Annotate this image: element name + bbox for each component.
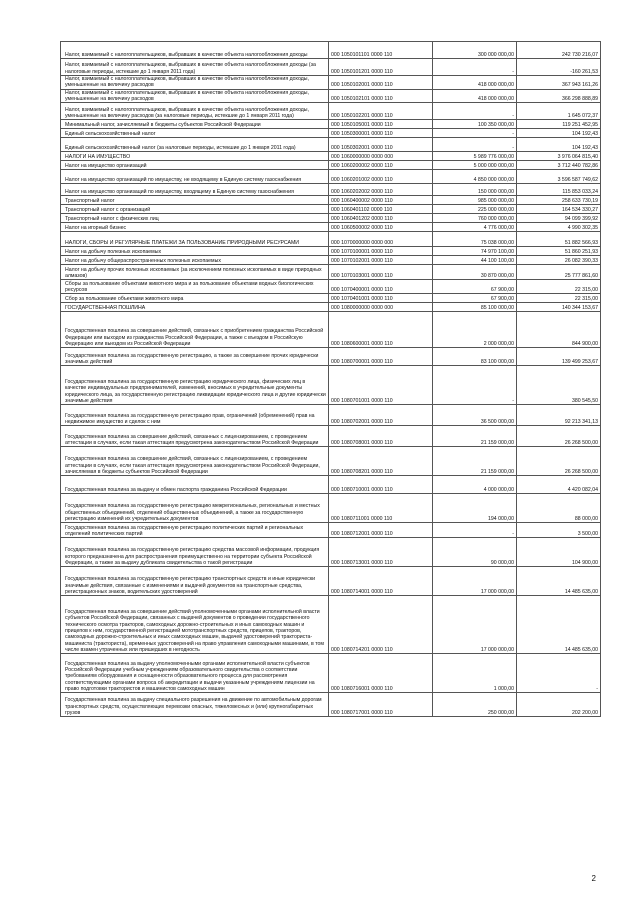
row-fact-cell: 92 213 341,13 <box>517 405 601 426</box>
table-row <box>61 223 601 232</box>
row-name-cell: Государственная пошлина за государственную регистрацию юридического лица, физических лиц в качестве индивидуальных предпринимателей, изменений, вносимых в учредительные документы юридического лица, за государственную регистрацию ликвидации юридического лица и другие юридически значимые действия <box>61 366 329 405</box>
row-name-cell: Налог, взимаемый с налогоплательщиков, выбравших в качестве объекта налогообложения доходы, уменьшенные на величину расходов (за налоговые периоды, истекшие до 1 января 2011 года) <box>61 103 329 120</box>
table-row <box>61 89 601 103</box>
row-code-cell: 000 1060202002 0000 110 <box>329 184 433 196</box>
table-row <box>61 654 601 693</box>
row-code-cell: 000 1080701001 0000 110 <box>329 366 433 405</box>
row-code-cell: 000 1080717001 0000 110 <box>329 693 433 717</box>
row-code-cell: 000 1070000000 0000 000 <box>329 232 433 247</box>
row-name-cell: Государственная пошлина за государственную регистрацию, а также за совершение прочих юридически значимых действий <box>61 348 329 366</box>
row-name-cell: Государственная пошлина за совершение действий, связанных с лицензированием, с проведением аттестации в случаях, если такая аттестация предусмотрена законодательством Российской Федерации, зачисляемая в бюджеты субъектов Российской Федерации <box>61 447 329 476</box>
row-name-cell: Налог на имущество организаций по имуществу, не входящему в Единую систему газоснабжения <box>61 170 329 184</box>
row-name-cell: Минимальный налог, зачисляемый в бюджеты субъектов Российской Федерации <box>61 120 329 129</box>
row-name-cell: Единый сельскохозяйственный налог <box>61 129 329 138</box>
table-row <box>61 567 601 596</box>
row-fact-cell: 3 712 440 782,86 <box>517 161 601 170</box>
row-name-cell: Налог на добычу общераспространенных полезных ископаемых <box>61 256 329 265</box>
revenue-table-body <box>61 42 601 717</box>
table-row <box>61 138 601 152</box>
table-row <box>61 256 601 265</box>
row-code-cell: 000 1080714001 0000 110 <box>329 567 433 596</box>
row-plan-cell: 67 900,00 <box>433 294 517 303</box>
row-plan-cell: 75 038 000,00 <box>433 232 517 247</box>
row-fact-cell: 51 860 251,93 <box>517 247 601 256</box>
row-name-cell: Сбор за пользование объектами животного мира <box>61 294 329 303</box>
row-code-cell: 000 1080700001 0000 110 <box>329 348 433 366</box>
row-plan-cell: 44 100 100,00 <box>433 256 517 265</box>
row-plan-cell: 985 000 000,00 <box>433 196 517 205</box>
row-fact-cell: 202 200,00 <box>517 693 601 717</box>
row-fact-cell: 26 082 390,33 <box>517 256 601 265</box>
row-fact-cell: 88 000,00 <box>517 494 601 523</box>
row-name-cell: Налог на добычу прочих полезных ископаемых (за исключением полезных ископаемых в виде природных алмазов) <box>61 265 329 280</box>
table-row <box>61 247 601 256</box>
row-plan-cell: 36 500 000,00 <box>433 405 517 426</box>
row-fact-cell: 104 192,43 <box>517 138 601 152</box>
row-code-cell: 000 1050101201 0000 110 <box>329 59 433 76</box>
row-plan-cell: 85 100 000,00 <box>433 303 517 312</box>
row-fact-cell: -160 261,53 <box>517 59 601 76</box>
page-number: 2 <box>591 874 596 883</box>
table-row <box>61 232 601 247</box>
row-fact-cell: 366 298 888,89 <box>517 89 601 103</box>
row-fact-cell: 115 853 033,24 <box>517 184 601 196</box>
row-code-cell: 000 1060201002 0000 110 <box>329 170 433 184</box>
row-code-cell: 000 1080714201 0000 110 <box>329 596 433 654</box>
row-name-cell: Транспортный налог с организаций <box>61 205 329 214</box>
table-row <box>61 303 601 312</box>
row-plan-cell: - <box>433 129 517 138</box>
row-name-cell: Сборы за пользование объектами животного мира и за пользование объектами водных биологических ресурсов <box>61 280 329 294</box>
row-code-cell: 000 1070400001 0000 110 <box>329 280 433 294</box>
table-row <box>61 426 601 447</box>
row-fact-cell: 25 777 861,60 <box>517 265 601 280</box>
row-fact-cell: 3 500,00 <box>517 523 601 538</box>
table-row <box>61 405 601 426</box>
revenue-table <box>60 41 601 717</box>
row-code-cell: 000 1050102001 0000 110 <box>329 76 433 90</box>
row-code-cell: 000 1080712001 0000 110 <box>329 523 433 538</box>
row-name-cell: НАЛОГИ НА ИМУЩЕСТВО <box>61 152 329 161</box>
table-row <box>61 348 601 366</box>
row-name-cell: Налог на имущество организаций <box>61 161 329 170</box>
row-plan-cell: 90 000,00 <box>433 538 517 567</box>
row-name-cell: Налог, взимаемый с налогоплательщиков, выбравших в качестве объекта налогообложения доходы, уменьшенные на величину расходов <box>61 89 329 103</box>
row-code-cell: 000 1080710001 0000 110 <box>329 476 433 494</box>
row-fact-cell: 258 633 730,19 <box>517 196 601 205</box>
row-code-cell: 000 1060401102 0000 110 <box>329 205 433 214</box>
row-plan-cell: 17 000 000,00 <box>433 567 517 596</box>
row-code-cell: 000 1080708001 0000 110 <box>329 426 433 447</box>
row-plan-cell: - <box>433 523 517 538</box>
table-row <box>61 205 601 214</box>
row-code-cell: 000 1080000000 0000 000 <box>329 303 433 312</box>
row-plan-cell: 74 970 100,00 <box>433 247 517 256</box>
row-plan-cell: 1 000,00 <box>433 654 517 693</box>
row-plan-cell: 150 000 000,00 <box>433 184 517 196</box>
table-row <box>61 129 601 138</box>
row-fact-cell: 119 251 452,95 <box>517 120 601 129</box>
row-code-cell: 000 1080708201 0000 110 <box>329 447 433 476</box>
row-code-cell: 000 1080702001 0000 110 <box>329 405 433 426</box>
row-name-cell: Государственная пошлина за государственную регистрацию средства массовой информации, продукция которого предназначена для распространения преимущественно на территории субъекта Российской Федерации, а также за выдачу дубликата свидетельства о такой регистрации <box>61 538 329 567</box>
row-plan-cell: - <box>433 59 517 76</box>
row-plan-cell: 83 100 000,00 <box>433 348 517 366</box>
row-fact-cell: 26 268 500,00 <box>517 426 601 447</box>
row-name-cell: Государственная пошлина за совершение действий, связанных с приобретением гражданства Российской Федерации или выходом из гражданства Российской Федерации, а также с въездом в Российскую Федерацию или выездом из Российской Федерации <box>61 312 329 348</box>
table-row <box>61 294 601 303</box>
row-fact-cell: 844 900,00 <box>517 312 601 348</box>
row-plan-cell: 225 000 000,00 <box>433 205 517 214</box>
row-code-cell: 000 1050105001 0000 110 <box>329 120 433 129</box>
row-plan-cell: 4 776 000,00 <box>433 223 517 232</box>
table-row <box>61 476 601 494</box>
table-row <box>61 76 601 90</box>
row-plan-cell: 2 000 000,00 <box>433 312 517 348</box>
row-plan-cell: 418 000 000,00 <box>433 89 517 103</box>
row-fact-cell: 3 596 587 749,62 <box>517 170 601 184</box>
row-name-cell: Налог, взимаемый с налогоплательщиков, выбравших в качестве объекта налогообложения доходы (за налоговые периоды, истекшие до 1 января 2011 года) <box>61 59 329 76</box>
row-plan-cell: - <box>433 138 517 152</box>
table-row <box>61 196 601 205</box>
row-plan-cell: 418 000 000,00 <box>433 76 517 90</box>
row-code-cell: 000 1060200002 0000 110 <box>329 161 433 170</box>
row-code-cell: 000 1050300001 0000 110 <box>329 129 433 138</box>
row-fact-cell: 14 485 635,00 <box>517 567 601 596</box>
table-row <box>61 214 601 223</box>
table-row <box>61 265 601 280</box>
row-plan-cell: 21 159 000,00 <box>433 426 517 447</box>
row-code-cell: 000 1080600001 0000 110 <box>329 312 433 348</box>
row-name-cell: Налог на игорный бизнес <box>61 223 329 232</box>
row-fact-cell: 242 730 216,07 <box>517 42 601 59</box>
row-fact-cell: 104 192,43 <box>517 129 601 138</box>
row-plan-cell: 194 000,00 <box>433 494 517 523</box>
row-name-cell: Государственная пошлина за выдачу специального разрешения на движение по автомобильным дорогам транспортных средств, осуществляющих перевозки опасных, тяжеловесных и (или) крупногабаритных грузов <box>61 693 329 717</box>
row-fact-cell: 380 545,50 <box>517 366 601 405</box>
row-fact-cell: 94 099 399,92 <box>517 214 601 223</box>
row-name-cell: Государственная пошлина за государственную регистрацию политических партий и региональных отделений политических партий <box>61 523 329 538</box>
row-name-cell: Единый сельскохозяйственный налог (за налоговые периоды, истекшие до 1 января 2011 года) <box>61 138 329 152</box>
row-name-cell: Налог на имущество организаций по имуществу, входящему в Единую систему газоснабжения <box>61 184 329 196</box>
row-plan-cell: 5 000 000 000,00 <box>433 161 517 170</box>
table-row <box>61 596 601 654</box>
row-code-cell: 000 1060401202 0000 110 <box>329 214 433 223</box>
row-name-cell: Налог, взимаемый с налогоплательщиков, выбравших в качестве объекта налогообложения доходы <box>61 42 329 59</box>
row-fact-cell: 22 315,00 <box>517 280 601 294</box>
row-fact-cell: 4 990 302,35 <box>517 223 601 232</box>
row-name-cell: Государственная пошлина за совершение действий, связанных с лицензированием, с проведением аттестации в случаях, если такая аттестация предусмотрена законодательством Российской Федерации <box>61 426 329 447</box>
row-name-cell: Государственная пошлина за государственную регистрацию прав, ограничений (обременений) прав на недвижимое имущество и сделок с ним <box>61 405 329 426</box>
table-row <box>61 312 601 348</box>
row-code-cell: 000 1080716001 0000 110 <box>329 654 433 693</box>
row-code-cell: 000 1070401001 0000 110 <box>329 294 433 303</box>
row-name-cell: НАЛОГИ, СБОРЫ И РЕГУЛЯРНЫЕ ПЛАТЕЖИ ЗА ПОЛЬЗОВАНИЕ ПРИРОДНЫМИ РЕСУРСАМИ <box>61 232 329 247</box>
row-code-cell: 000 1050102101 0000 110 <box>329 89 433 103</box>
row-fact-cell: 367 943 161,26 <box>517 76 601 90</box>
row-plan-cell: 250 000,00 <box>433 693 517 717</box>
row-code-cell: 000 1060400002 0000 110 <box>329 196 433 205</box>
row-plan-cell: - <box>433 103 517 120</box>
row-code-cell: 000 1050102201 0000 110 <box>329 103 433 120</box>
row-name-cell: Государственная пошлина за выдачу уполномоченными органами исполнительной власти субъектов Российской Федерации учебным учреждениям образовательного свидетельства о соответствии требованиям оборудования и оснащенности образовательного процесса для рассмотрения соответствующими органами вопроса об аккредитации и выдачи указанным учреждениям лицензии на право подготовки трактористов и машинистов самоходных машин <box>61 654 329 693</box>
row-name-cell: Налог на добычу полезных ископаемых <box>61 247 329 256</box>
row-fact-cell: 104 900,00 <box>517 538 601 567</box>
row-plan-cell: 67 900,00 <box>433 280 517 294</box>
row-plan-cell: 21 159 000,00 <box>433 447 517 476</box>
table-row <box>61 184 601 196</box>
row-name-cell: Транспортный налог <box>61 196 329 205</box>
row-code-cell: 000 1070103001 0000 110 <box>329 265 433 280</box>
row-code-cell: 000 1050302001 0000 110 <box>329 138 433 152</box>
row-fact-cell: 4 420 082,04 <box>517 476 601 494</box>
row-plan-cell: 760 000 000,00 <box>433 214 517 223</box>
row-name-cell: Государственная пошлина за государственную регистрацию межрегиональных, региональных и местных общественных объединений, отделений общественных объединений, а также за государственную регистрацию изменений их учредительных документов <box>61 494 329 523</box>
table-row <box>61 280 601 294</box>
row-plan-cell: 5 989 776 000,00 <box>433 152 517 161</box>
row-fact-cell: - <box>517 654 601 693</box>
row-code-cell: 000 1060000000 0000 000 <box>329 152 433 161</box>
table-row <box>61 693 601 717</box>
row-fact-cell: 3 976 064 815,40 <box>517 152 601 161</box>
row-plan-cell: 4 000 000,00 <box>433 476 517 494</box>
row-name-cell: Государственная пошлина за государственную регистрацию транспортных средств и иные юридически значимые действия, связанные с изменениями и выдачей документов на транспортные средства, регистрационных знаков, водительских удостоверений <box>61 567 329 596</box>
table-row <box>61 494 601 523</box>
row-fact-cell: 14 485 635,00 <box>517 596 601 654</box>
row-fact-cell: 164 534 330,27 <box>517 205 601 214</box>
row-fact-cell: 51 882 566,93 <box>517 232 601 247</box>
row-name-cell: Налог, взимаемый с налогоплательщиков, выбравших в качестве объекта налогообложения доходы, уменьшенные на величину расходов <box>61 76 329 90</box>
table-row <box>61 170 601 184</box>
row-code-cell: 000 1070100001 0000 110 <box>329 247 433 256</box>
row-code-cell: 000 1080711001 0000 110 <box>329 494 433 523</box>
row-plan-cell: 100 350 000,00 <box>433 120 517 129</box>
row-fact-cell: 22 315,00 <box>517 294 601 303</box>
row-name-cell: Государственная пошлина за совершение действий уполномоченными органами исполнительной власти субъектов Российской Федерации, связанных с выдачей документов о проведении государственного технического осмотра тракторов, самоходных дорожно-строительных и иных самоходных машин и прицепов к ним, государственной регистрацией мототранспортных средств, прицепов, тракторов, самоходных дорожно-строительных и иных самоходных машин, выдачей удостоверений тракториста-машиниста (тракториста), временных удостоверений на право управления самоходными машинами, в том числе взамен утраченных или пришедших в негодность <box>61 596 329 654</box>
row-code-cell: 000 1080713001 0000 110 <box>329 538 433 567</box>
row-plan-cell: 30 870 000,00 <box>433 265 517 280</box>
row-fact-cell: 26 268 500,00 <box>517 447 601 476</box>
row-name-cell: ГОСУДАРСТВЕННАЯ ПОШЛИНА <box>61 303 329 312</box>
row-code-cell: 000 1070102001 0000 110 <box>329 256 433 265</box>
table-row <box>61 42 601 59</box>
table-row <box>61 120 601 129</box>
table-row <box>61 538 601 567</box>
row-code-cell: 000 1050101101 0000 110 <box>329 42 433 59</box>
row-fact-cell: 139 499 253,67 <box>517 348 601 366</box>
row-name-cell: Государственная пошлина за выдачу и обмен паспорта гражданина Российской Федерации <box>61 476 329 494</box>
table-row <box>61 103 601 120</box>
table-row <box>61 161 601 170</box>
table-row <box>61 59 601 76</box>
row-code-cell: 000 1060500002 0000 110 <box>329 223 433 232</box>
row-fact-cell: 140 344 153,67 <box>517 303 601 312</box>
row-fact-cell: 1 645 072,37 <box>517 103 601 120</box>
row-plan-cell: 17 000 000,00 <box>433 596 517 654</box>
row-name-cell: Транспортный налог с физических лиц <box>61 214 329 223</box>
row-plan-cell: 4 850 000 000,00 <box>433 170 517 184</box>
table-row <box>61 152 601 161</box>
row-plan-cell: - <box>433 366 517 405</box>
table-row <box>61 447 601 476</box>
row-plan-cell: 300 000 000,00 <box>433 42 517 59</box>
table-row <box>61 523 601 538</box>
table-row <box>61 366 601 405</box>
